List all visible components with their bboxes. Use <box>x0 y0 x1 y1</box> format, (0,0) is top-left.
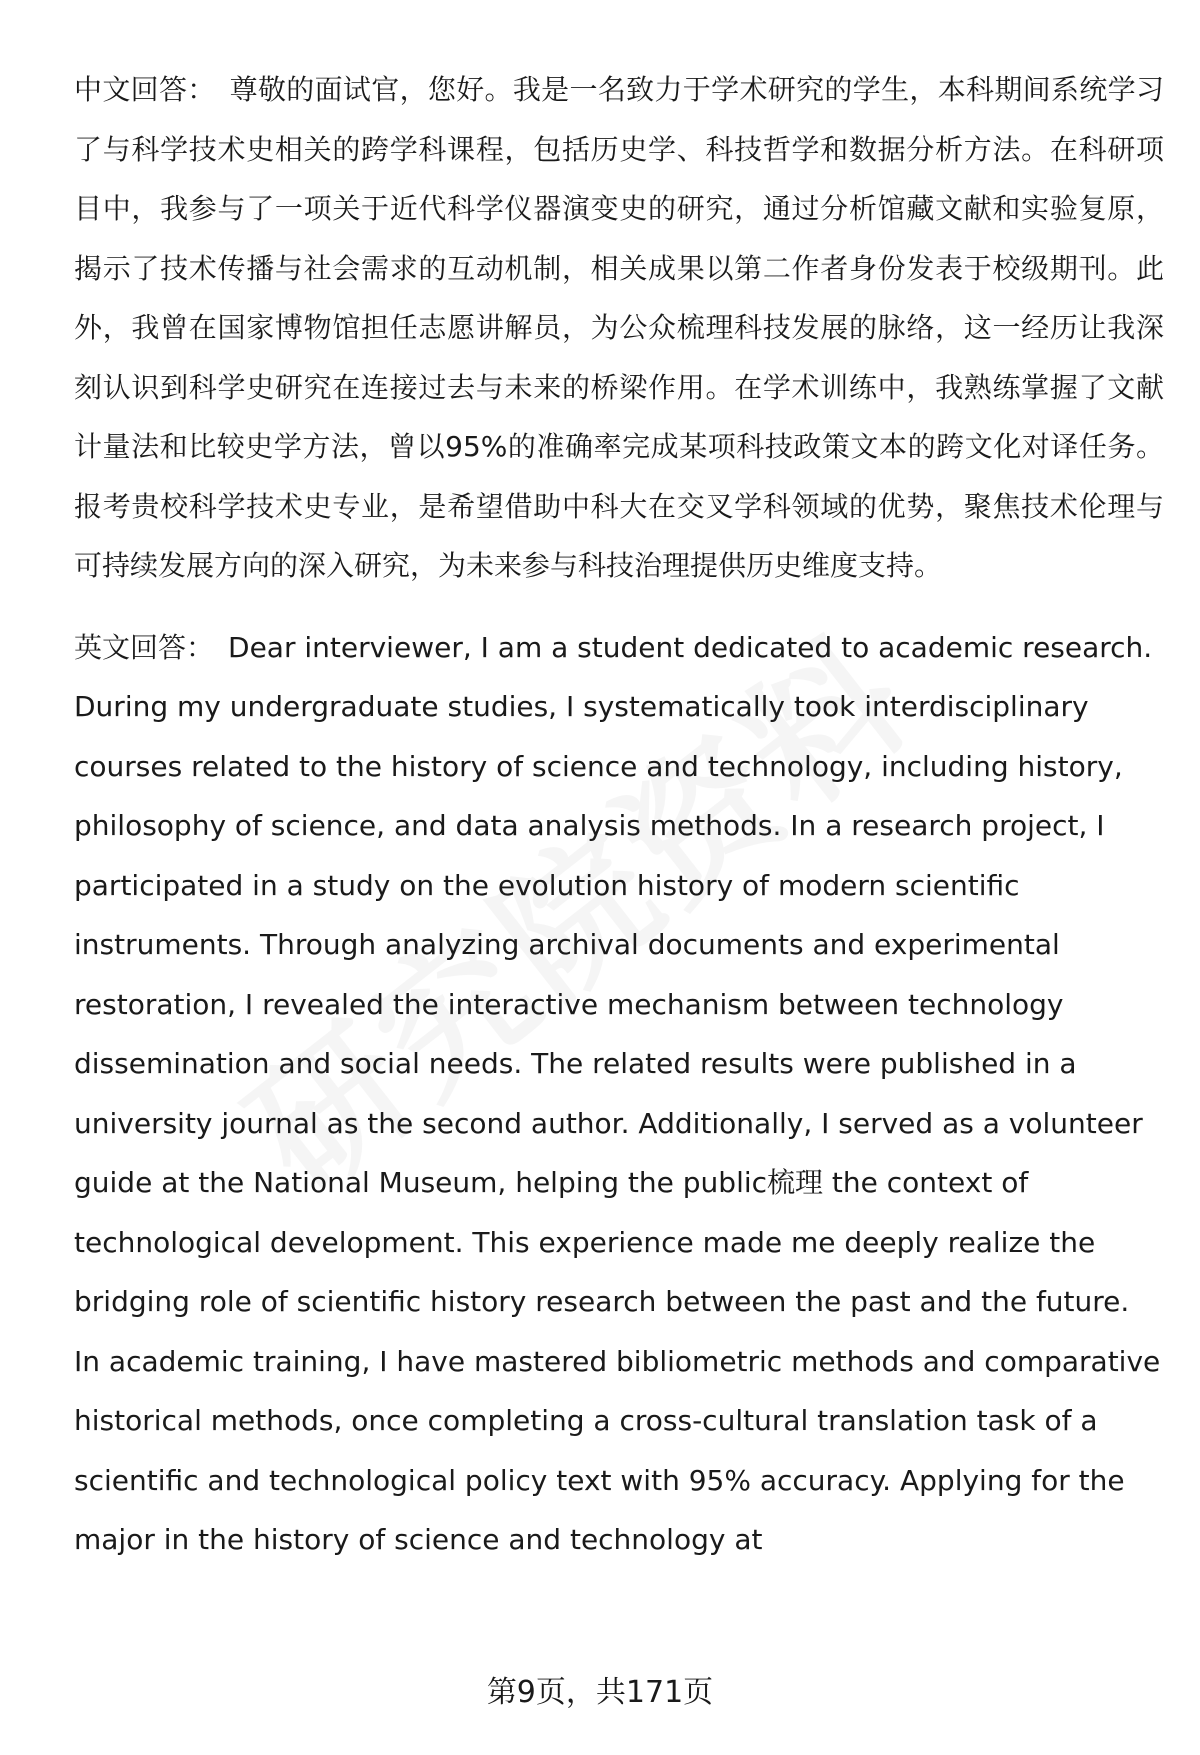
english-answer-paragraph <box>74 618 1164 1570</box>
chinese-answer-label: 中文回答： <box>74 73 216 106</box>
english-answer-label: 英文回答： <box>74 630 215 664</box>
chinese-answer-paragraph <box>74 60 1164 596</box>
document-body <box>74 60 1164 1570</box>
english-answer-text: Dear interviewer, I am a student dedicated to academic research. During my undergraduate studies, I systematically took interdisciplinary courses related to the history of science and technology, including history, philosophy of science, and data analysis methods. In a research project, I participated in a study on the evolution history of modern scientific instruments. Through analyzing archival documents and experimental restoration, I revealed the interactive mechanism between technology dissemination and social needs. The related results were published in a university journal as the second author. Additionally, I served as a volunteer guide at the National Museum, helping the public梳理 the context of technological development. This experience made me deeply realize the bridging role of scientific history research between the past and the future. In academic training, I have mastered bibliometric methods and comparative historical methods, once completing a cross-cultural translation task of a scientific and technological policy text with 95% accuracy. Applying for the major in the history of science and technology at <box>74 630 1161 1556</box>
chinese-answer-text: 尊敬的面试官，您好。我是一名致力于学术研究的学生，本科期间系统学习了与科学技术史相关的跨学科课程，包括历史学、科技哲学和数据分析方法。在科研项目中，我参与了一项关于近代科学仪器演变史的研究，通过分析馆藏文献和实验复原，揭示了技术传播与社会需求的互动机制，相关成果以第二作者身份发表于校级期刊。此外，我曾在国家博物馆担任志愿讲解员，为公众梳理科技发展的脉络，这一经历让我深刻认识到科学史研究在连接过去与未来的桥梁作用。在学术训练中，我熟练掌握了文献计量法和比较史学方法，曾以95%的准确率完成某项科技政策文本的跨文化对译任务。报考贵校科学技术史专业，是希望借助中科大在交叉学科领域的优势，聚焦技术伦理与可持续发展方向的深入研究，为未来参与科技治理提供历史维度支持。 <box>74 73 1164 582</box>
page-number-footer: 第9页，共171页 <box>486 1675 714 1710</box>
